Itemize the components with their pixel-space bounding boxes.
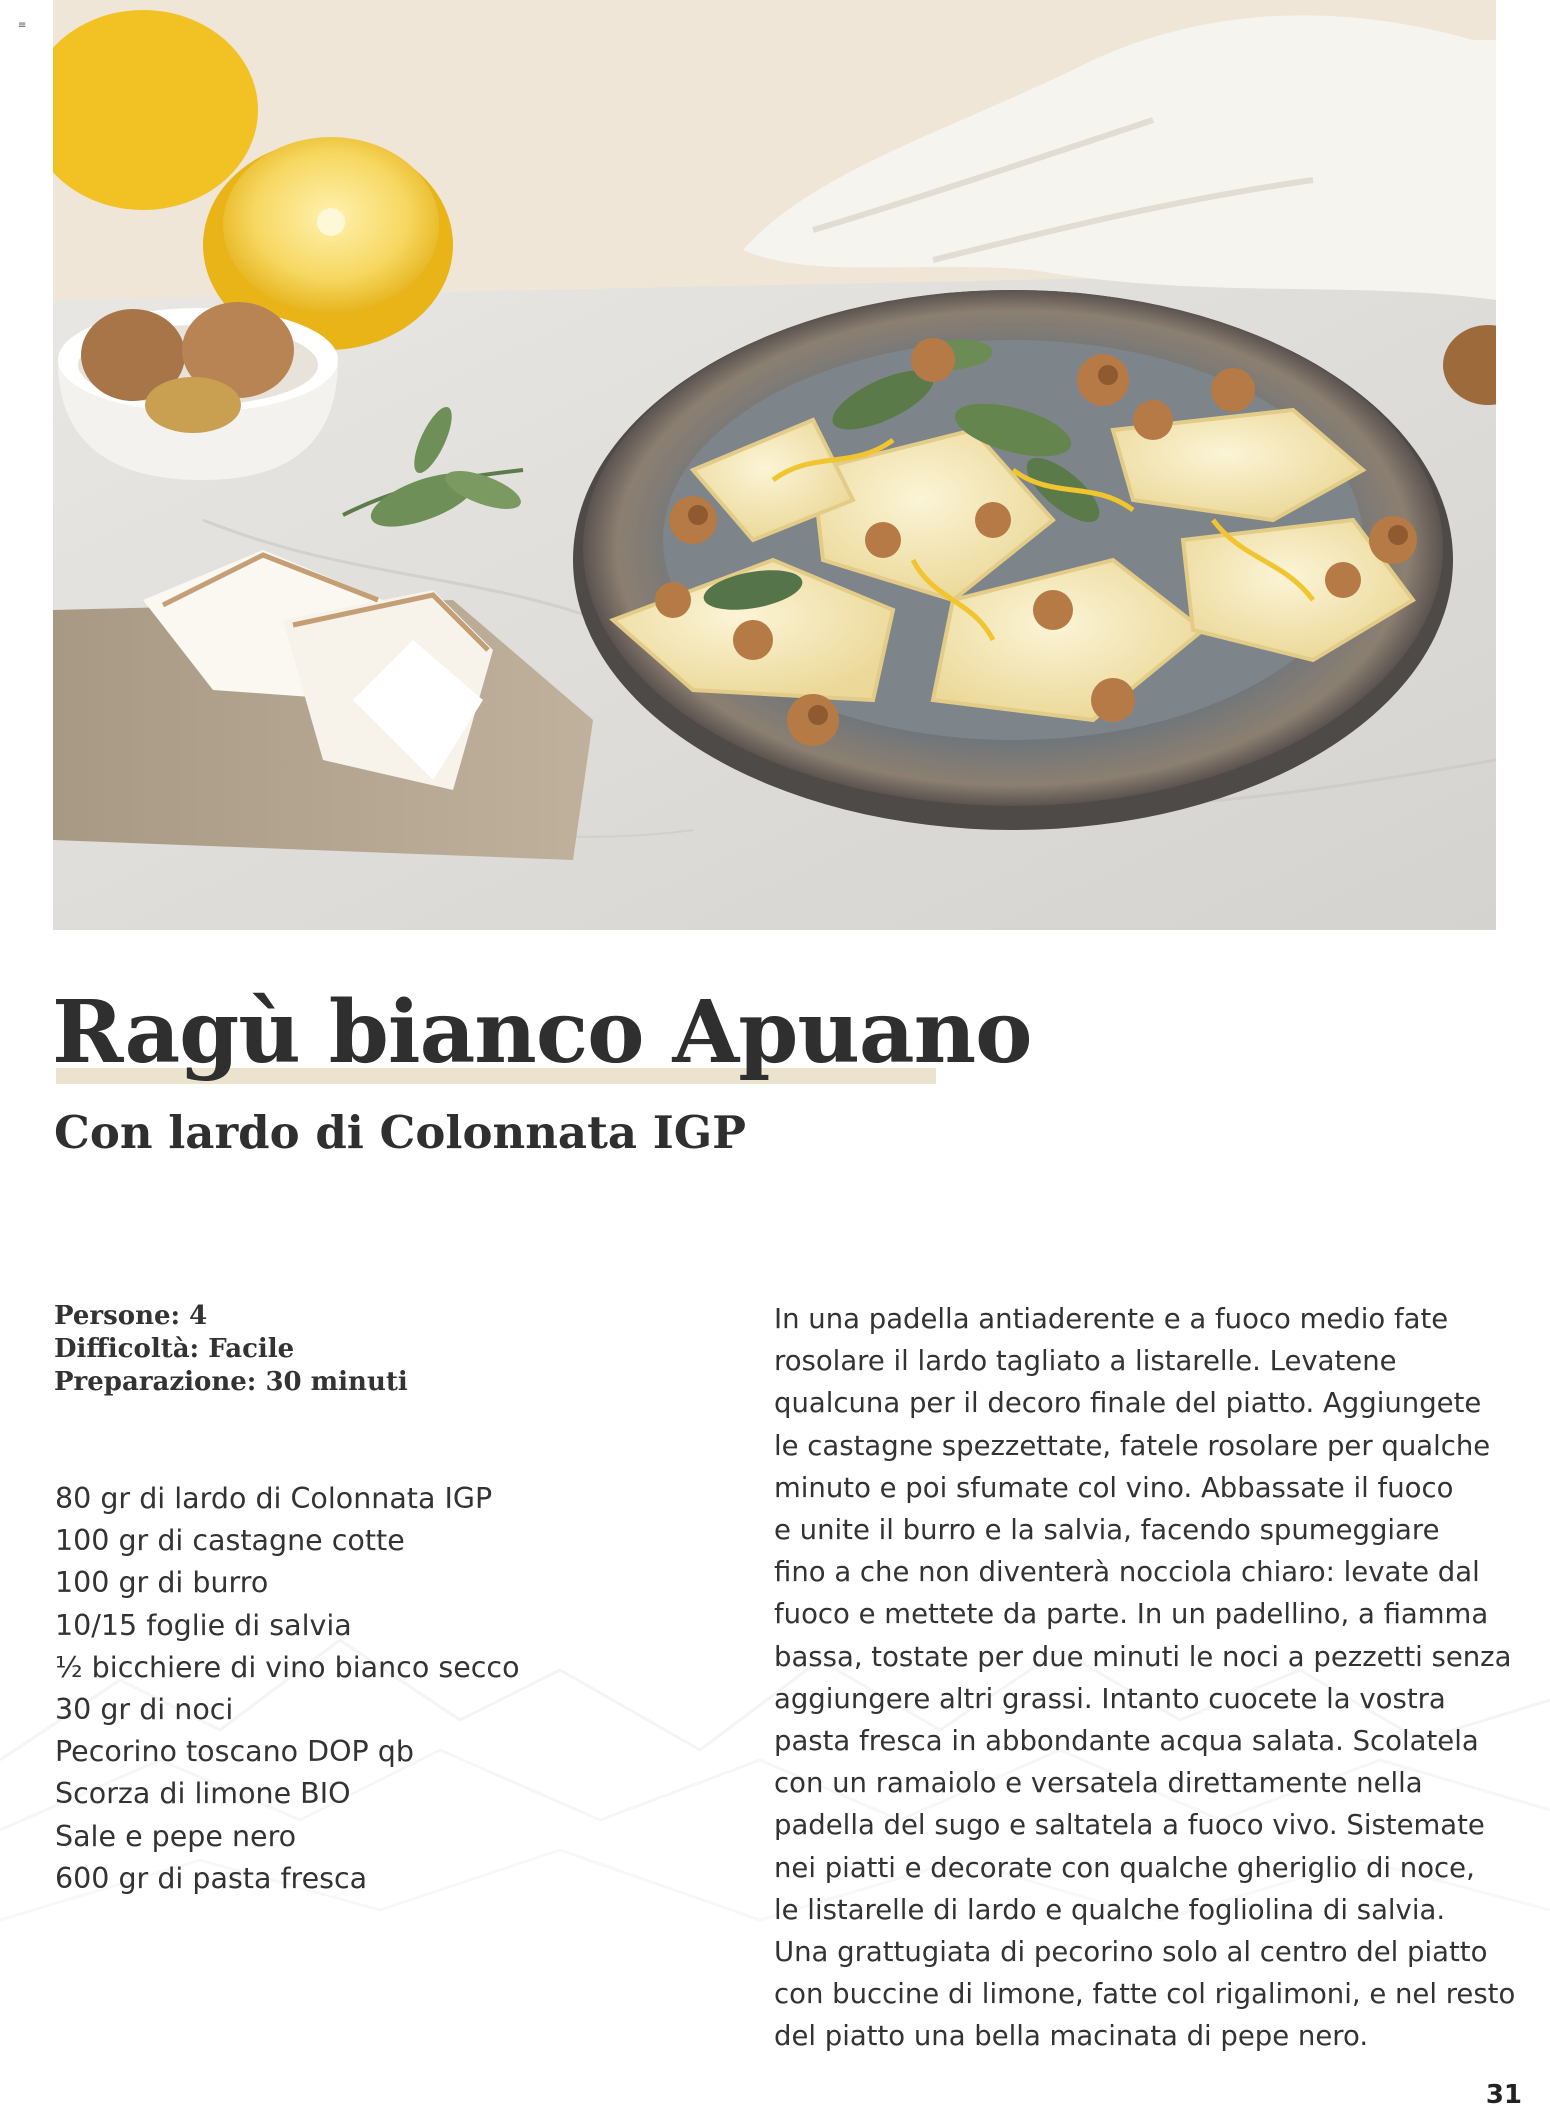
method-line: fino a che non diventerà nocciola chiaro: levate dal xyxy=(774,1556,1480,1589)
ingredient-item: Scorza di limone BIO xyxy=(55,1777,351,1811)
ingredient-item: Pecorino toscano DOP qb xyxy=(55,1735,414,1769)
method-line: pasta fresca in abbondante acqua salata. Scolatela xyxy=(774,1725,1479,1758)
servings-label: Persone: 4 xyxy=(54,1301,208,1331)
corner-mark: ≡ xyxy=(18,20,28,31)
ingredient-item: 100 gr di castagne cotte xyxy=(55,1524,405,1558)
method-line: con buccine di limone, fatte col rigalimoni, e nel resto xyxy=(774,1978,1516,2011)
method-line: fuoco e mettete da parte. In un padellino, a fiamma xyxy=(774,1598,1489,1631)
ingredient-item: 600 gr di pasta fresca xyxy=(55,1861,368,1895)
method-line: e unite il burro e la salvia, facendo spumeggiare xyxy=(774,1514,1440,1547)
dish-illustration xyxy=(53,0,1496,930)
method-line: aggiungere altri grassi. Intanto cuocete la vostra xyxy=(774,1682,1446,1715)
method-line: del piatto una bella macinata di pepe nero. xyxy=(774,2020,1369,2053)
ingredient-item: 10/15 foglie di salvia xyxy=(55,1608,352,1642)
method-line: le listarelle di lardo e qualche fogliolina di salvia. xyxy=(774,1893,1446,1926)
preparation-time-label: Preparazione: 30 minuti xyxy=(54,1367,408,1397)
method-line: le castagne spezzettate, fatele rosolare per qualche xyxy=(774,1429,1491,1462)
method-line: rosolare il lardo tagliato a listarelle. Levatene xyxy=(774,1345,1397,1378)
method-line: nei piatti e decorate con qualche gheriglio di noce, xyxy=(774,1851,1475,1884)
ingredient-item: ½ bicchiere di vino bianco secco xyxy=(55,1650,520,1684)
method-line: padella del sugo e saltatela a fuoco vivo. Sistemate xyxy=(774,1809,1485,1842)
ingredient-item: 30 gr di noci xyxy=(55,1693,234,1727)
method-line: qualcuna per il decoro finale del piatto. Aggiungete xyxy=(774,1387,1482,1420)
ingredient-item: 100 gr di burro xyxy=(55,1566,269,1600)
method-line: bassa, tostate per due minuti le noci a pezzetti senza xyxy=(774,1640,1512,1673)
recipe-title: Ragù bianco Apuano xyxy=(52,982,1032,1083)
ingredients-list xyxy=(55,1478,520,1900)
method-line: In una padella antiaderente e a fuoco medio fate xyxy=(774,1303,1449,1335)
method-line: minuto e poi sfumate col vino. Abbassate il fuoco xyxy=(774,1471,1454,1504)
recipe-subtitle: Con lardo di Colonnata IGP xyxy=(54,1106,747,1159)
hero-photo xyxy=(53,0,1496,930)
difficulty-label: Difficoltà: Facile xyxy=(54,1334,295,1364)
method-paragraph xyxy=(774,1298,1514,2058)
page-number: 31 xyxy=(1485,2080,1522,2110)
recipe-meta xyxy=(54,1300,408,1399)
ingredient-item: Sale e pepe nero xyxy=(55,1819,297,1853)
ingredient-item: 80 gr di lardo di Colonnata IGP xyxy=(55,1482,493,1515)
method-line: con un ramaiolo e versatela direttamente nella xyxy=(774,1767,1423,1800)
method-line: Una grattugiata di pecorino solo al centro del piatto xyxy=(774,1936,1488,1969)
